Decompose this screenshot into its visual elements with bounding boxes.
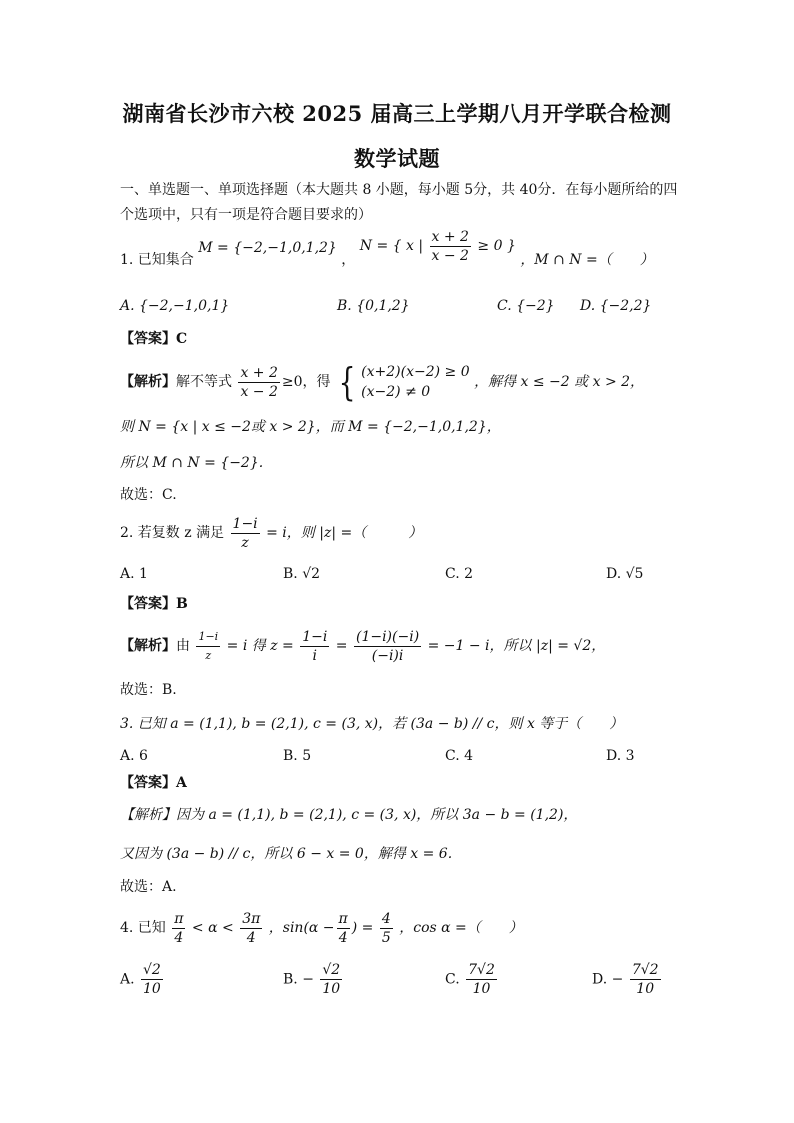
q4-option-b xyxy=(283,962,344,997)
q4-option-b-den: 10 xyxy=(322,981,341,997)
section-heading-line1: 一、单选题一、单项选择题（本大题共 8 小题，每小题 5分，共 40分．在每小题所给的四 xyxy=(120,182,678,198)
q4-frac3 xyxy=(337,911,350,946)
q1-system-row2: (x−2) ≠ 0 xyxy=(361,384,431,400)
q4-sin-close: ) = xyxy=(351,920,374,936)
q1-option-a: A. {−2,−1,0,1} xyxy=(120,298,230,314)
q1-prefix: 1. 已知集合 xyxy=(120,252,194,268)
q4-option-a-den: 10 xyxy=(143,981,161,997)
q2-f2-den: i xyxy=(312,647,318,664)
q2-frac-den: z xyxy=(241,534,249,551)
q4-frac1 xyxy=(172,911,185,946)
q4-option-c-fraction xyxy=(466,962,497,997)
q4-f1-num: π xyxy=(174,910,184,927)
q4-option-c-label: C. xyxy=(445,971,460,988)
q2-analysis-label: 【解析】 xyxy=(120,638,176,654)
q4-f3-den: 4 xyxy=(338,929,348,946)
q4-option-b-num: √2 xyxy=(322,962,341,978)
question-1-stem: 1. 已知集合 M = {−2,−1,0,1,2} ， N = { x | $\frac{x + 2}{x - 2}$ ≥ 0 } ，M ∩ N =（ ） xyxy=(120,228,654,268)
q1-set-n-fraction xyxy=(430,229,471,264)
q4-prefix: 4. 已知 xyxy=(120,920,166,936)
q1-set-n-left: N = { x | xyxy=(359,238,424,254)
q2-analysis-frac1 xyxy=(196,629,220,664)
q1-answer: 【答案】C xyxy=(120,331,188,347)
q2-analysis-text-a: 由 xyxy=(176,638,190,654)
q2-f1-num: 1−i xyxy=(196,629,220,647)
q4-option-d-label: D. xyxy=(592,971,608,988)
q3-answer: 【答案】A xyxy=(120,775,187,791)
q2-analysis-frac3 xyxy=(354,629,421,664)
q3-option-a: A. 6 xyxy=(120,748,148,764)
q4-frac2 xyxy=(240,911,262,946)
q2-conclusion: 故选：B. xyxy=(120,682,177,698)
q4-option-d-den: 10 xyxy=(636,981,655,997)
q2-option-d: D. √5 xyxy=(606,566,644,582)
q2-answer: 【答案】B xyxy=(120,596,188,612)
q2-option-b: B. √2 xyxy=(283,566,321,582)
q2-fraction xyxy=(231,516,260,551)
q3-option-c: C. 4 xyxy=(445,748,474,764)
q4-f4-den: 5 xyxy=(381,929,391,946)
q1-analysis-frac-den: x − 2 xyxy=(240,383,278,400)
q4-option-d xyxy=(592,962,663,997)
q3-option-b: B. 5 xyxy=(283,748,312,764)
question-4-stem xyxy=(120,906,523,950)
section-heading-line2: 个选项中，只有一项是符合题目要求的） xyxy=(120,207,372,223)
q2-f3-num: (1−i)(−i) xyxy=(355,628,420,645)
q2-f1-den: z xyxy=(205,648,212,662)
q1-set-n-right: ≥ 0 } xyxy=(477,238,516,254)
q2-prefix: 2. 若复数 z 满足 xyxy=(120,525,225,541)
q3-option-d: D. 3 xyxy=(606,748,635,764)
q2-f3-den: (−i)i xyxy=(371,647,404,664)
q4-option-b-label: B. xyxy=(283,971,298,988)
q1-analysis-text-a: 解不等式 xyxy=(176,374,232,390)
q4-option-a-num: √2 xyxy=(143,962,161,978)
q2-analysis xyxy=(120,624,605,668)
question-3-stem: 3. 已知 a = (1,1), b = (2,1), c = (3, x)，若 (3a − b) // c，则 x 等于（ ） xyxy=(120,716,624,732)
q1-inequality-system: { (x+2)(x−2) ≥ 0 (x−2) ≠ 0 xyxy=(338,360,470,404)
q4-option-b-fraction xyxy=(320,962,342,997)
q1-set-n xyxy=(359,228,521,264)
q4-f3-num: π xyxy=(338,910,348,927)
q4-frac4 xyxy=(380,911,393,946)
q3-conclusion: 故选：A. xyxy=(120,879,177,895)
q1-analysis-text-c: ，解得 x ≤ −2 或 x > 2， xyxy=(474,374,645,390)
q2-option-c: C. 2 xyxy=(445,566,474,582)
q2-analysis-text-b: = i 得 z = xyxy=(226,638,294,654)
q1-conclusion: 故选：C. xyxy=(120,487,177,503)
q2-option-a: A. 1 xyxy=(120,566,148,582)
q1-set-m: M = {−2,−1,0,1,2} xyxy=(198,240,337,256)
q3-analysis-line2: 又因为 (3a − b) // c，所以 6 − x = 0，解得 x = 6. xyxy=(120,846,453,862)
q2-frac-num: 1−i xyxy=(232,515,258,532)
q3-analysis-line1: 【解析】因为 a = (1,1), b = (2,1), c = (3, x)，所以 3a − b = (1,2)， xyxy=(120,807,578,823)
q4-option-c xyxy=(445,962,499,997)
q4-f2-num: 3π xyxy=(242,910,261,927)
q4-option-d-num: 7√2 xyxy=(631,962,659,978)
q4-option-c-den: 10 xyxy=(472,981,491,997)
q1-frac-num: x + 2 xyxy=(431,228,469,245)
q4-option-d-fraction xyxy=(630,962,661,997)
q4-sin-open: ，sin(α − xyxy=(268,920,335,936)
q2-analysis-frac2 xyxy=(300,629,329,664)
q4-option-a-label: A. xyxy=(120,971,135,988)
q4-option-a xyxy=(120,962,165,997)
q4-f1-den: 4 xyxy=(174,929,184,946)
q4-option-a-fraction xyxy=(141,962,163,997)
q1-option-d: D. {−2,2} xyxy=(580,298,652,314)
q1-option-c: C. {−2} xyxy=(497,298,555,314)
q4-option-d-sign: − xyxy=(611,971,624,988)
q4-ask: ，cos α =（ ） xyxy=(399,920,523,936)
q2-f2-num: 1−i xyxy=(302,628,328,645)
q1-analysis-fraction xyxy=(238,365,279,400)
q1-analysis xyxy=(120,360,644,404)
q4-option-c-num: 7√2 xyxy=(468,962,495,978)
document-title: 湖南省长沙市六校 2025 届高三上学期八月开学联合检测 xyxy=(122,101,672,126)
question-2-stem xyxy=(120,513,422,553)
q1-system-row1: (x+2)(x−2) ≥ 0 xyxy=(361,364,470,380)
q1-frac-den: x − 2 xyxy=(431,247,469,264)
q1-analysis-text-b: ≥0，得 xyxy=(281,374,331,390)
q1-analysis-label: 【解析】 xyxy=(120,374,176,390)
q4-f4-num: 4 xyxy=(381,910,391,927)
q1-option-b: B. {0,1,2} xyxy=(337,298,410,314)
q4-f2-den: 4 xyxy=(246,929,256,946)
document-subtitle: 数学试题 xyxy=(354,146,440,171)
q2-analysis-text-d: = −1 − i，所以 |z| = √2， xyxy=(427,638,606,654)
q1-ask: ，M ∩ N =（ ） xyxy=(520,252,654,268)
q2-ask: = i，则 |z| =（ ） xyxy=(266,525,423,541)
q4-inequality: < α < xyxy=(191,920,234,936)
q2-analysis-text-c: = xyxy=(335,638,348,654)
q4-option-b-sign: − xyxy=(302,971,314,988)
q1-analysis-frac-num: x + 2 xyxy=(240,364,278,381)
q1-analysis-line2: 则 N = {x | x ≤ −2或 x > 2}，而 M = {−2,−1,0,1,2}， xyxy=(120,419,501,435)
q1-analysis-line3: 所以 M ∩ N = {−2}. xyxy=(120,455,264,471)
